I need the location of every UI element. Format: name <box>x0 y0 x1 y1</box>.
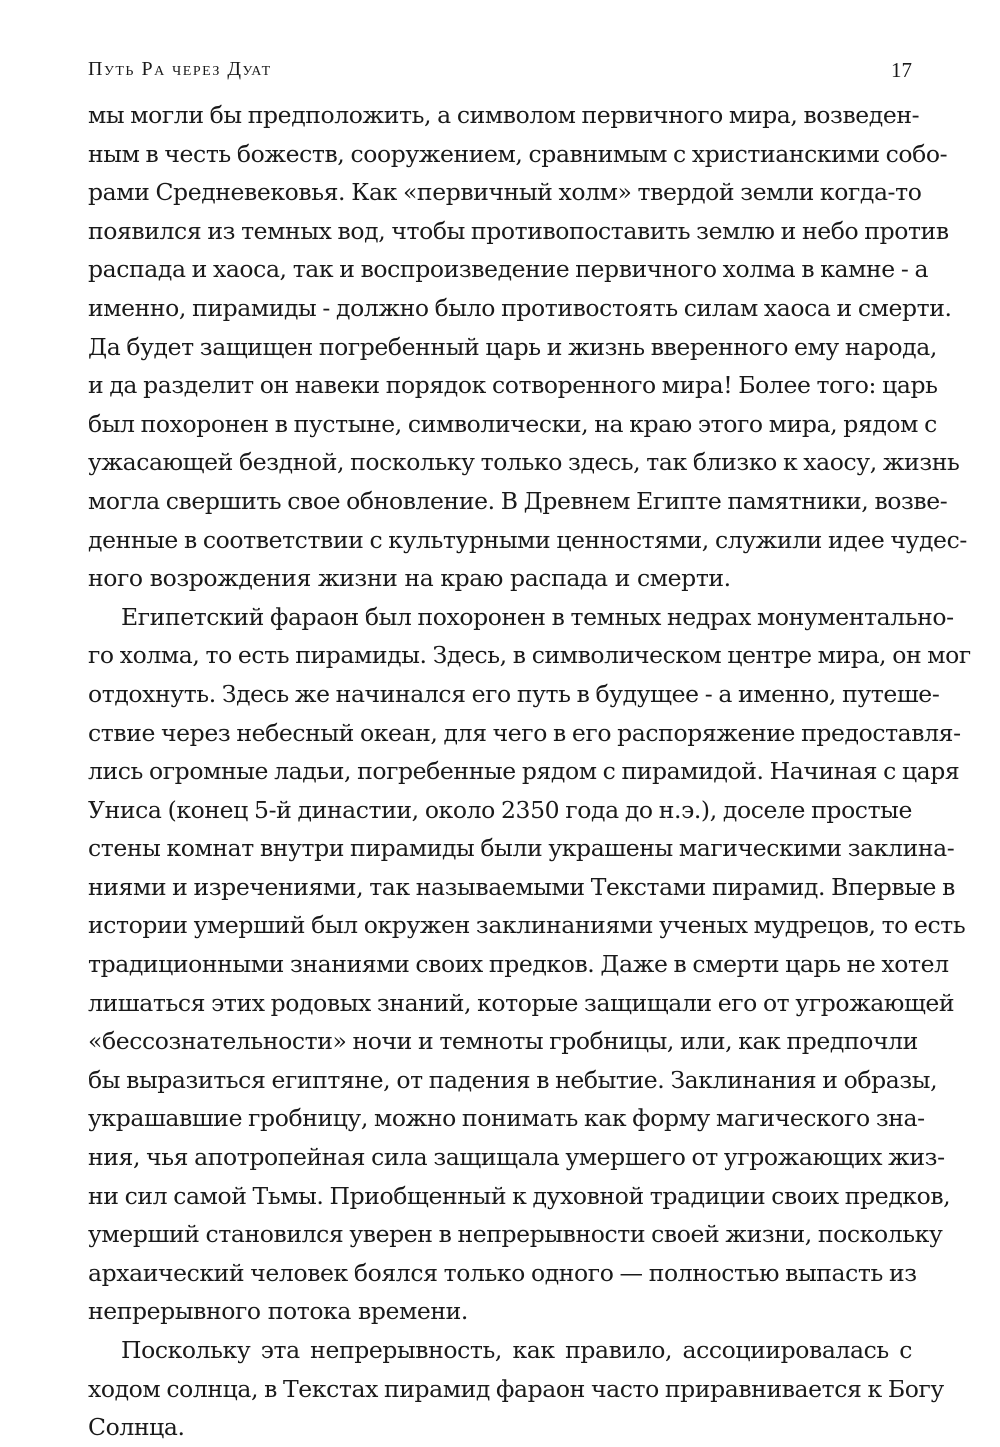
text-line: могла свершить свое обновление. В Древнем Египте памятники, возве- <box>88 486 948 515</box>
text-line: ствие через небесный океан, для чего в его распоряжение предоставля- <box>88 718 961 747</box>
running-title: Путь Ра через Дуат <box>88 58 272 80</box>
text-line: бы выразиться египтяне, от падения в небытие. Заклинания и образы, <box>88 1065 938 1094</box>
text-line: рами Средневековья. Как «первичный холм» твердой земли когда-то <box>88 178 922 207</box>
text-line: распада и хаоса, так и воспроизведение первичного холма в камне - а <box>88 255 929 284</box>
text-line: истории умерший был окружен заклинаниями ученых мудрецов, то есть <box>88 911 966 940</box>
text-line: ужасающей бездной, поскольку только здесь, так близко к хаосу, жизнь <box>88 448 960 477</box>
page-header <box>88 58 912 88</box>
text-line: денные в соответствии с культурными ценностями, служили идее чудес- <box>88 525 967 554</box>
text-line: «бессознательности» ночи и темноты гробницы, или, как предпочли <box>88 1027 918 1056</box>
text-line: лишаться этих родовых знаний, которые защищали его от угрожающей <box>88 988 955 1017</box>
text-line: архаический человек боялся только одного — полностью выпасть из <box>88 1258 917 1287</box>
text-line: ным в честь божеств, сооружением, сравнимым с христианскими собо- <box>88 139 948 168</box>
paragraph <box>88 598 971 1331</box>
text-line: отдохнуть. Здесь же начинался его путь в будущее - а именно, путеше- <box>88 679 940 708</box>
text-line: украшавшие гробницу, можно понимать как форму магического зна- <box>88 1104 925 1133</box>
page-number: 17 <box>891 58 912 82</box>
text-line: ного возрождения жизни на краю распада и смерти. <box>88 564 731 593</box>
text-line: непрерывного потока времени. <box>88 1297 468 1326</box>
text-line: Униса (конец 5-й династии, около 2350 года до н.э.), доселе простые <box>88 795 912 824</box>
text-line: был похоронен в пустыне, символически, на краю этого мира, рядом с <box>88 409 937 438</box>
text-line: ния, чья апотропейная сила защищала умершего от угрожающих жиз- <box>88 1143 945 1172</box>
text-line: ходом солнца, в Текстах пирамид фараон часто приравнивается к Богу <box>88 1374 944 1403</box>
paragraph <box>88 96 967 598</box>
paragraph <box>88 1331 944 1447</box>
text-line: ни сил самой Тьмы. Приобщенный к духовной традиции своих предков, <box>88 1181 951 1210</box>
text-line: Да будет защищен погребенный царь и жизнь вверенного ему народа, <box>88 332 937 361</box>
text-line: Поскольку эта непрерывность, как правило, ассоциировалась с <box>121 1336 912 1364</box>
text-line: лись огромные ладьи, погребенные рядом с пирамидой. Начиная с царя <box>88 757 960 786</box>
text-line: ниями и изречениями, так называемыми Текстами пирамид. Впервые в <box>88 872 955 901</box>
text-line: именно, пирамиды - должно было противостоять силам хаоса и смерти. <box>88 293 952 322</box>
text-line: го холма, то есть пирамиды. Здесь, в символическом центре мира, он мог <box>88 641 971 670</box>
text-line: появился из темных вод, чтобы противопоставить землю и небо против <box>88 216 949 245</box>
text-line: Солнца. <box>88 1413 185 1442</box>
text-line: Египетский фараон был похоронен в темных недрах монументально- <box>121 602 954 631</box>
text-line: умерший становился уверен в непрерывности своей жизни, поскольку <box>88 1220 943 1249</box>
text-line: и да разделит он навеки порядок сотворенного мира! Более того: царь <box>88 371 938 400</box>
body-text <box>88 96 971 1447</box>
text-line: мы могли бы предположить, а символом первичного мира, возведен- <box>88 101 920 129</box>
text-line: традиционными знаниями своих предков. Даже в смерти царь не хотел <box>88 950 949 979</box>
text-line: стены комнат внутри пирамиды были украшены магическими заклина- <box>88 834 955 863</box>
